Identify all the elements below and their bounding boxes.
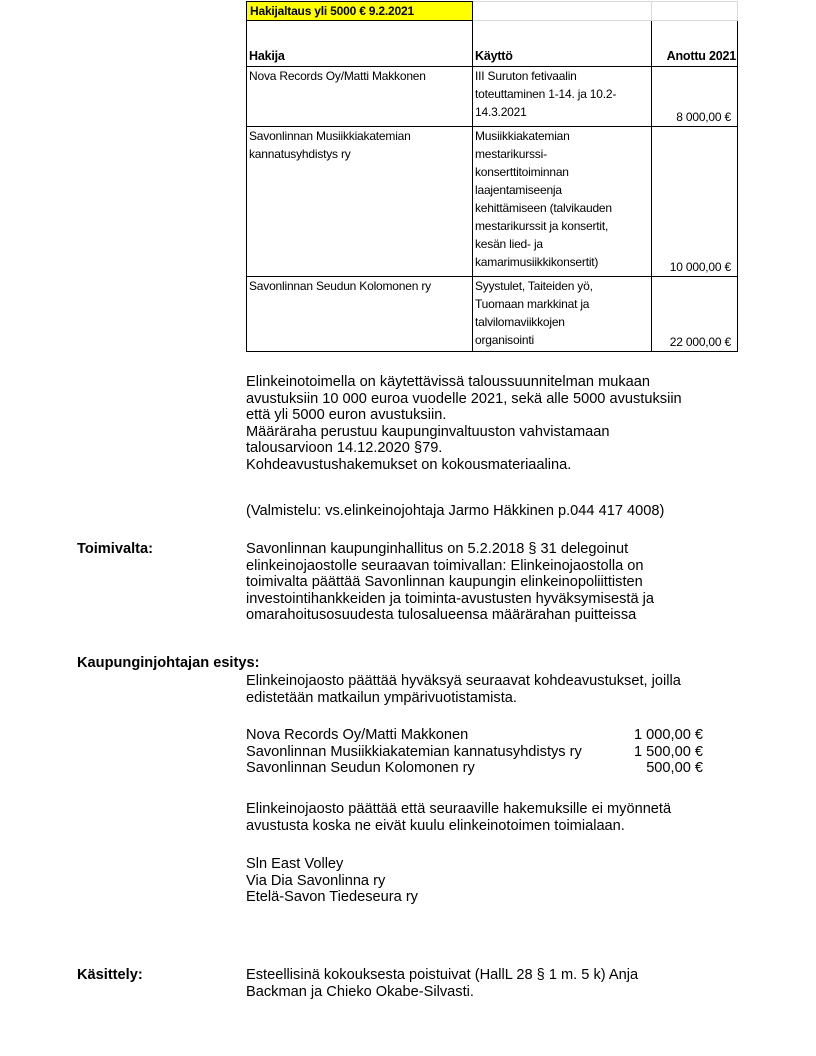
cell-anottu: 22 000,00 €: [652, 277, 738, 352]
esitys-label: Kaupunginjohtajan esitys:: [77, 655, 260, 671]
table-row: [247, 127, 738, 277]
cell-hakija: Nova Records Oy/Matti Makkonen: [247, 67, 473, 127]
toimivalta-label: Toimivalta:: [77, 541, 153, 557]
header-kaytto: Käyttö: [473, 21, 652, 67]
esitys-paragraph: Elinkeinojaosto päättää hyväksyä seuraavat kohdeavustukset, joilla edistetään matkailun ympärivuotistamista.: [246, 673, 681, 706]
cell-kaytto: Musiikkiakatemian mestarikurssi- konserttitoiminnan laajentamiseenja kehittämiseen (talvikauden mestarikurssit ja konsertit, kesän lied- ja kamarimusiikkikonsertit): [473, 127, 652, 277]
valmistelu-note: (Valmistelu: vs.elinkeinojohtaja Jarmo Häkkinen p.044 417 4008): [246, 503, 665, 519]
grant-amount: 500,00 €: [646, 760, 703, 777]
table-header-row: [247, 21, 738, 67]
denied-applicant: Sln East Volley: [246, 856, 344, 872]
table-title-row: [247, 2, 738, 21]
kasittely-paragraph: Esteellisinä kokouksesta poistuivat (HallL 28 § 1 m. 5 k) Anja Backman ja Chieko Okabe-Silvasti.: [246, 967, 639, 1000]
cell-kaytto: III Suruton fetivaalin toteuttaminen 1-14. ja 10.2- 14.3.2021: [473, 67, 652, 127]
grant-amount: 1 500,00 €: [634, 743, 703, 760]
grant-name: Savonlinnan Seudun Kolomonen ry: [246, 760, 475, 777]
table-row: [247, 67, 738, 127]
toimivalta-paragraph: Savonlinnan kaupunginhallitus on 5.2.2018 § 31 delegoinut elinkeinojaostolle seuraavan toimivallan: Elinkeinojaostolla on toimivalta päättää Savonlinnan kaupungin elinkeinopoliittisten investointihankkeiden ja toiminta-avustusten hyväksymisestä ja omarahoitusosuudesta tulosalueensa määrärahan puitteissa: [246, 541, 655, 624]
cell-hakija: Savonlinnan Seudun Kolomonen ry: [247, 277, 473, 352]
denied-applicant: Etelä-Savon Tiedeseura ry: [246, 889, 418, 906]
grant-amounts: [543, 727, 703, 777]
grant-list: [246, 727, 582, 777]
grant-name: Savonlinnan Musiikkiakatemian kannatusyhdistys ry: [246, 743, 582, 760]
cell-hakija: Savonlinnan Musiikkiakatemian kannatusyhdistys ry: [247, 127, 473, 277]
applications-table: [246, 1, 738, 352]
header-anottu: Anottu 2021: [652, 21, 738, 67]
cell-kaytto: Syystulet, Taiteiden yö, Tuomaan markkinat ja talvilomaviikkojen organisointi: [473, 277, 652, 352]
header-hakija: Hakija: [247, 21, 473, 67]
grant-amount: 1 000,00 €: [634, 727, 703, 743]
cell-anottu: 8 000,00 €: [652, 67, 738, 127]
table-row: [247, 277, 738, 352]
kasittely-label: Käsittely:: [77, 967, 143, 983]
denied-list: [246, 856, 418, 906]
cell-anottu: 10 000,00 €: [652, 127, 738, 277]
denied-applicant: Via Dia Savonlinna ry: [246, 872, 386, 889]
denied-paragraph: Elinkeinojaosto päättää että seuraaville hakemuksille ei myönnetä avustusta koska ne eivät kuulu elinkeinotoimen toimialaan.: [246, 801, 672, 834]
grant-name: Nova Records Oy/Matti Makkonen: [246, 727, 469, 743]
table-title: Hakijaltaus yli 5000 € 9.2.2021: [247, 2, 473, 21]
intro-paragraph: Elinkeinotoimella on käytettävissä taloussuunnitelman mukaan avustuksiin 10 000 euroa vuodelle 2021, sekä alle 5000 avustuksiin että yli 5000 euron avustuksiin. Määräraha perustuu kaupunginvaltuuston vahvistamaan talousarvioon 14.12.2020 §79. Kohdeavustushakemukset on kokousmateriaalina.: [246, 374, 682, 473]
